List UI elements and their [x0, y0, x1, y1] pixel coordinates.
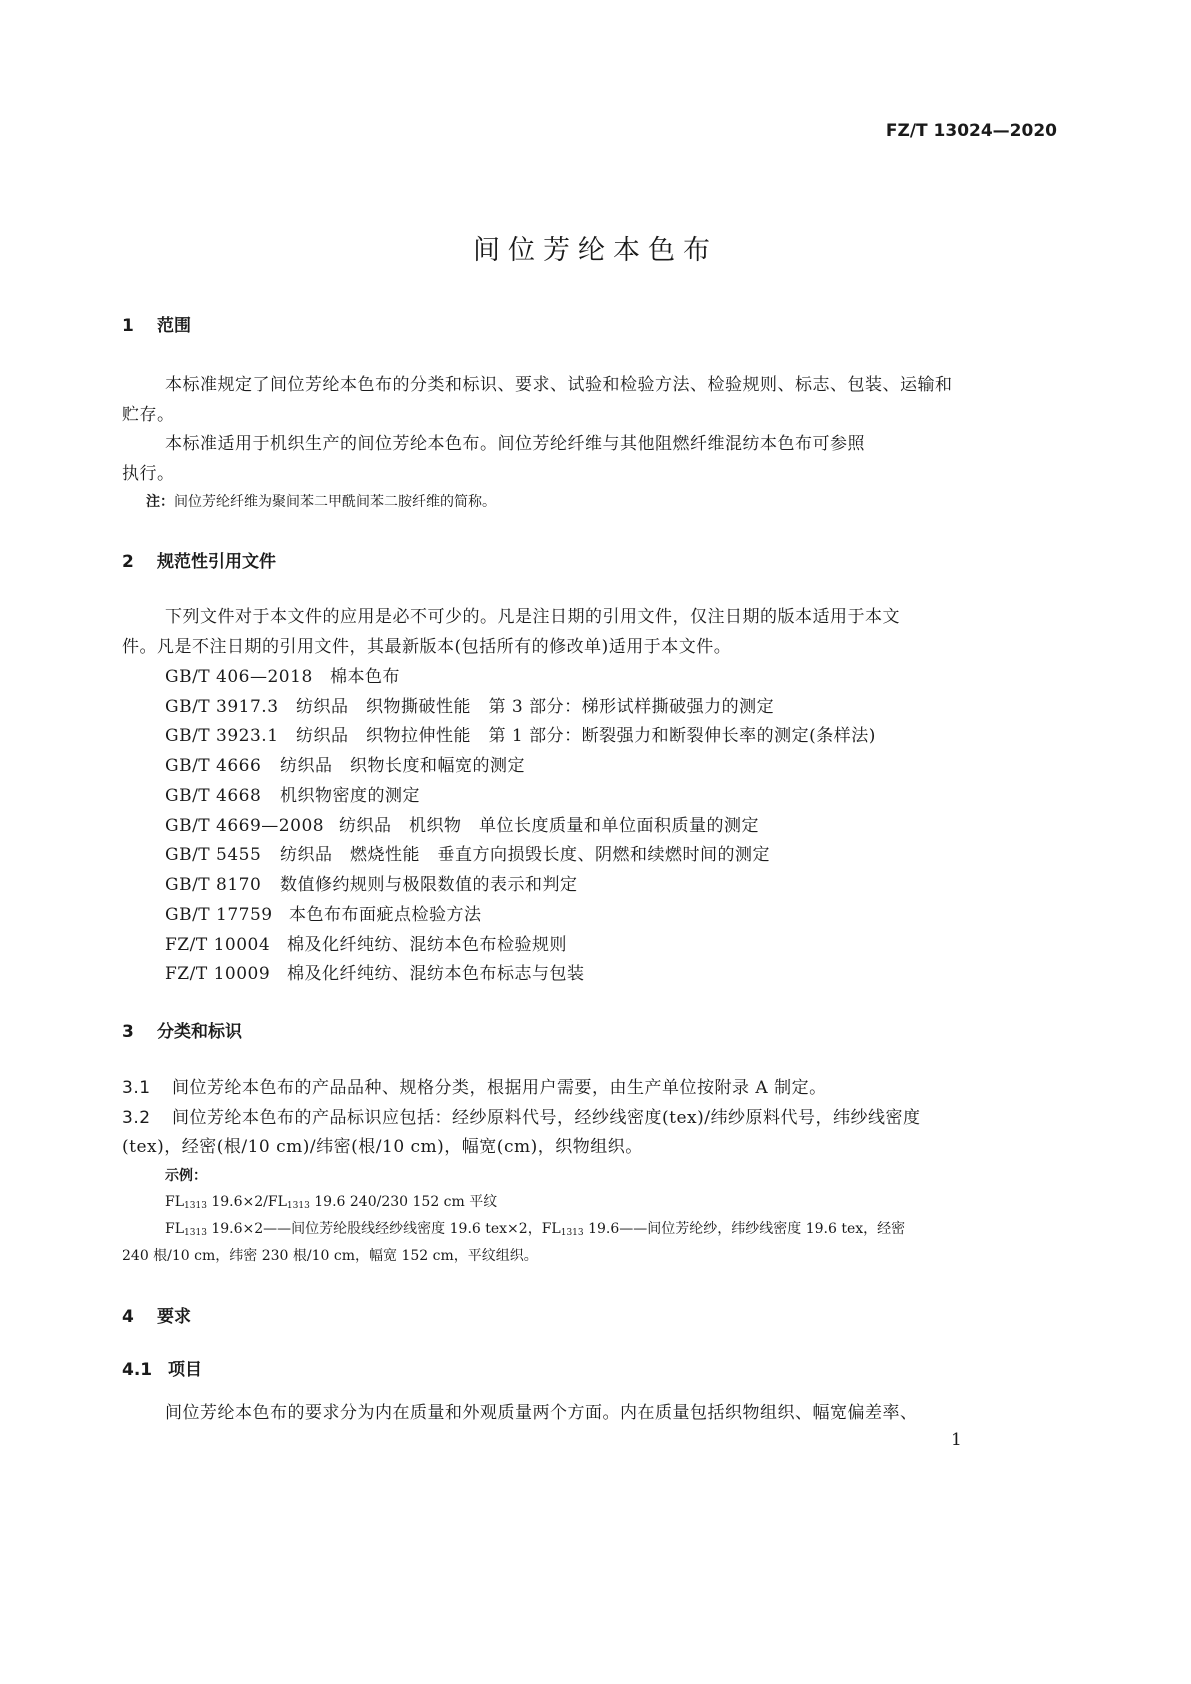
reference-item — [165, 751, 525, 776]
reference-code: FZ/T 10004 — [165, 935, 271, 955]
note-text: 间位芳纶纤维为聚间苯二甲酰间苯二胺纤维的简称。 — [174, 494, 496, 510]
reference-title: 棉本色布 — [330, 667, 400, 687]
subscript: 1313 — [184, 1201, 207, 1211]
clause-number: 3.1 — [122, 1078, 151, 1098]
section-title: 规范性引用文件 — [157, 552, 276, 572]
example-text: 19.6——间位芳纶纱，纬纱线密度 19.6 tex，经密 — [583, 1221, 906, 1237]
example-text: FL — [165, 1194, 185, 1210]
example-text: FL — [165, 1221, 185, 1237]
reference-item — [165, 662, 400, 687]
section-1-heading — [122, 311, 191, 336]
paragraph-line: 本标准规定了间位芳纶本色布的分类和标识、要求、试验和检验方法、检验规则、标志、包装、运输和 — [165, 375, 953, 395]
section-number: 3 — [122, 1022, 134, 1042]
reference-title: 纺织品 织物撕破性能 第 3 部分：梯形试样撕破强力的测定 — [296, 697, 775, 717]
clause-number: 4.1 — [122, 1360, 153, 1380]
document-title: 间位芳纶本色布 — [473, 235, 718, 266]
reference-title: 数值修约规则与极限数值的表示和判定 — [280, 875, 578, 895]
example-label: 示例： — [165, 1168, 207, 1184]
reference-item — [165, 811, 759, 836]
clause-title: 项目 — [168, 1360, 202, 1380]
section-2-heading — [122, 547, 276, 572]
example-line-1 — [165, 1191, 497, 1211]
note-label: 注： — [146, 494, 174, 510]
clause-4-1-heading — [122, 1355, 202, 1380]
clause-text: 间位芳纶本色布的产品标识应包括：经纱原料代号，经纱线密度(tex)/纬纱原料代号，纬纱线密度 — [172, 1108, 921, 1128]
reference-code: GB/T 4669—2008 — [165, 816, 325, 836]
reference-item — [165, 692, 774, 717]
clause-text: 间位芳纶本色布的产品品种、规格分类，根据用户需要，由生产单位按附录 A 制定。 — [172, 1078, 827, 1098]
reference-code: GB/T 5455 — [165, 845, 262, 865]
subscript: 1313 — [184, 1228, 207, 1238]
reference-title: 棉及化纤纯纺、混纺本色布检验规则 — [287, 935, 567, 955]
reference-code: GB/T 3917.3 — [165, 697, 279, 717]
clause-number: 3.2 — [122, 1108, 151, 1128]
reference-item — [165, 781, 420, 806]
section-title: 分类和标识 — [157, 1022, 242, 1042]
section-3-heading — [122, 1017, 242, 1042]
paragraph-line: 下列文件对于本文件的应用是必不可少的。凡是注日期的引用文件，仅注日期的版本适用于本文 — [165, 607, 900, 627]
example-text: 19.6×2——间位芳纶股线经纱线密度 19.6 tex×2，FL — [206, 1221, 561, 1237]
reference-code: GB/T 4668 — [165, 786, 262, 806]
reference-item — [165, 959, 585, 984]
reference-title: 本色布布面疵点检验方法 — [289, 905, 482, 925]
reference-code: GB/T 3923.1 — [165, 726, 279, 746]
reference-title: 纺织品 织物长度和幅宽的测定 — [280, 756, 525, 776]
subscript: 1313 — [560, 1228, 584, 1238]
standard-code: FZ/T 13024—2020 — [885, 121, 1057, 141]
subscript: 1313 — [286, 1201, 310, 1211]
example-text: 19.6×2/FL — [206, 1194, 287, 1210]
example-text: 19.6 240/230 152 cm 平纹 — [309, 1194, 498, 1210]
section-number: 1 — [122, 316, 134, 336]
reference-item — [165, 870, 578, 895]
clause-3-1 — [122, 1073, 827, 1098]
note — [146, 491, 496, 511]
paragraph-line: 本标准适用于机织生产的间位芳纶本色布。间位芳纶纤维与其他阻燃纤维混纺本色布可参照 — [165, 434, 865, 454]
reference-item — [165, 721, 876, 746]
reference-code: GB/T 17759 — [165, 905, 273, 925]
reference-title: 纺织品 织物拉伸性能 第 1 部分：断裂强力和断裂伸长率的测定(条样法) — [296, 726, 876, 746]
reference-code: GB/T 8170 — [165, 875, 262, 895]
example-line-2 — [165, 1218, 905, 1238]
page-number: 1 — [951, 1430, 962, 1450]
example-line-3: 240 根/10 cm，纬密 230 根/10 cm，幅宽 152 cm，平纹组织。 — [122, 1248, 538, 1264]
reference-title: 棉及化纤纯纺、混纺本色布标志与包装 — [287, 964, 585, 984]
reference-title: 纺织品 燃烧性能 垂直方向损毁长度、阴燃和续燃时间的测定 — [280, 845, 770, 865]
clause-3-2 — [122, 1103, 920, 1128]
reference-item — [165, 900, 482, 925]
section-number: 4 — [122, 1307, 134, 1327]
paragraph-line: 执行。 — [122, 464, 175, 484]
paragraph-line: 件。凡是不注日期的引用文件，其最新版本(包括所有的修改单)适用于本文件。 — [122, 637, 732, 657]
paragraph-line: 间位芳纶本色布的要求分为内在质量和外观质量两个方面。内在质量包括织物组织、幅宽偏差率、 — [165, 1403, 918, 1423]
paragraph-line: 贮存。 — [122, 405, 175, 425]
paragraph-line: (tex)，经密(根/10 cm)/纬密(根/10 cm)，幅宽(cm)，织物组织。 — [122, 1137, 643, 1157]
reference-title: 纺织品 机织物 单位长度质量和单位面积质量的测定 — [339, 816, 759, 836]
reference-code: GB/T 4666 — [165, 756, 262, 776]
section-title: 范围 — [157, 316, 191, 336]
reference-code: FZ/T 10009 — [165, 964, 271, 984]
reference-code: GB/T 406—2018 — [165, 667, 313, 687]
reference-title: 机织物密度的测定 — [280, 786, 420, 806]
section-number: 2 — [122, 552, 134, 572]
reference-item — [165, 840, 770, 865]
section-title: 要求 — [157, 1307, 191, 1327]
reference-item — [165, 930, 567, 955]
section-4-heading — [122, 1302, 191, 1327]
